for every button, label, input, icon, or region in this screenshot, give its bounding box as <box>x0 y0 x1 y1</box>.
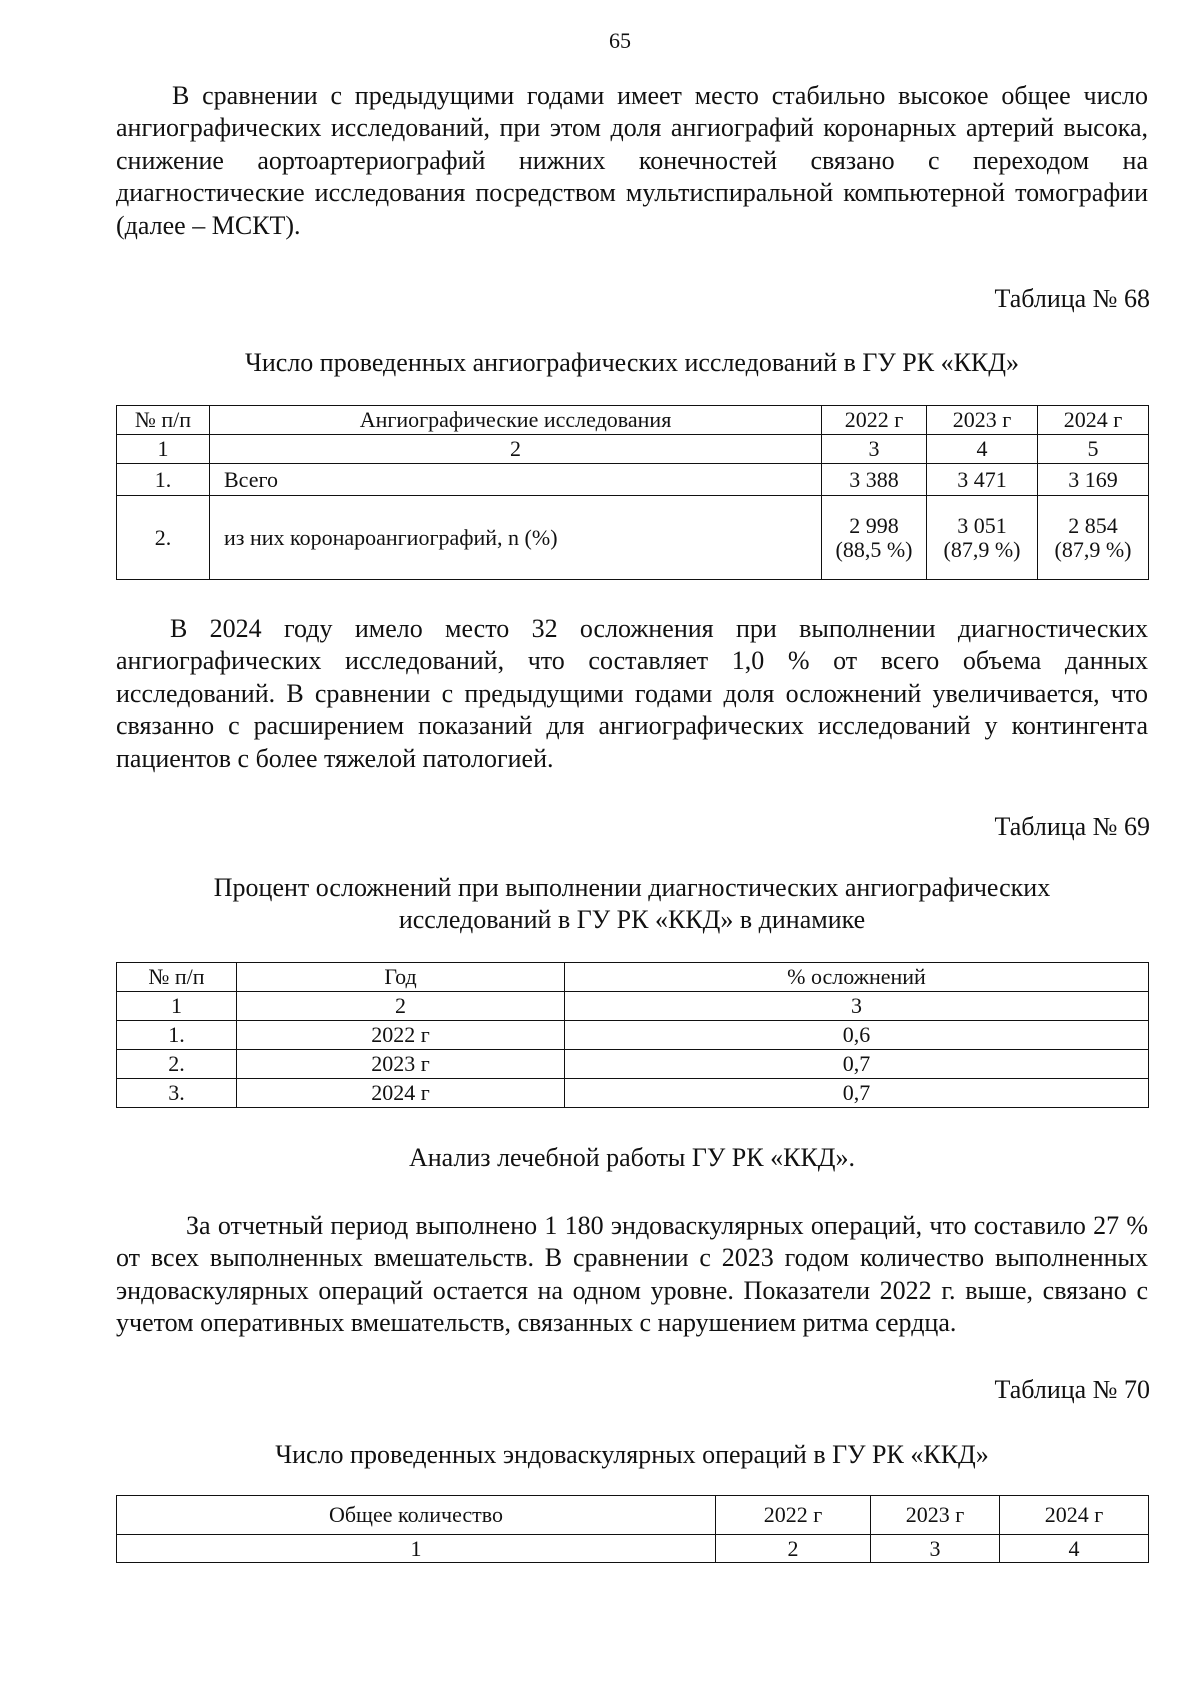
numbering-cell: 2 <box>237 992 565 1021</box>
paragraph-endovascular <box>116 1210 1148 1340</box>
table-cell: 3 169 <box>1038 464 1149 496</box>
table-cell: 3 471 <box>927 464 1038 496</box>
table-68 <box>116 405 1149 580</box>
table-cell: 2023 г <box>237 1050 565 1079</box>
table-69-label: Таблица № 69 <box>994 812 1150 841</box>
table-header-row <box>117 1496 1149 1535</box>
paragraph-complications <box>116 613 1148 775</box>
numbering-cell: 1 <box>117 435 210 464</box>
table-cell: 0,7 <box>565 1079 1149 1108</box>
header-cell: Общее количество <box>117 1496 716 1535</box>
table-row <box>117 1079 1149 1108</box>
header-cell: Год <box>237 963 565 992</box>
header-cell: Ангиографические исследования <box>210 406 822 435</box>
table-69-title-line-2: исследований в ГУ РК «ККД» в динамике <box>398 905 866 934</box>
header-cell: 2024 г <box>1000 1496 1149 1535</box>
table-row <box>117 1021 1149 1050</box>
section-heading: Анализ лечебной работы ГУ РК «ККД». <box>408 1143 856 1172</box>
table-70-label: Таблица № 70 <box>994 1375 1150 1404</box>
table-numbering-row <box>117 1535 1149 1563</box>
numbering-cell: 1 <box>117 1535 716 1563</box>
header-cell: % осложнений <box>565 963 1149 992</box>
table-cell: 3. <box>117 1079 237 1108</box>
header-cell: 2023 г <box>927 406 1038 435</box>
paragraph-text: За отчетный период выполнено 1 180 эндоваскулярных операций, что составило 27 % от всех выполненных вмешательств. В сравнении с 2023 годом количество выполненных эндоваскулярных операций остается на одном уровне. Показатели 2022 г. выше, связано с учетом оперативных вмешательств, связанных с нарушением ритма сердца. <box>116 1211 1148 1338</box>
header-cell: № п/п <box>117 406 210 435</box>
numbering-cell: 2 <box>716 1535 871 1563</box>
table-68-label: Таблица № 68 <box>994 284 1150 313</box>
table-cell: 2 998 (88,5 %) <box>822 496 927 580</box>
header-cell: № п/п <box>117 963 237 992</box>
numbering-cell: 3 <box>565 992 1149 1021</box>
header-cell: 2024 г <box>1038 406 1149 435</box>
table-numbering-row <box>117 435 1149 464</box>
paragraph-angiography-intro <box>116 80 1148 242</box>
numbering-cell: 3 <box>822 435 927 464</box>
table-cell: Всего <box>210 464 822 496</box>
table-cell: 2024 г <box>237 1079 565 1108</box>
table-70-title: Число проведенных эндоваскулярных операций в ГУ РК «ККД» <box>275 1440 989 1469</box>
header-cell: 2022 г <box>822 406 927 435</box>
header-cell: 2023 г <box>871 1496 1000 1535</box>
page-number: 65 <box>609 28 631 53</box>
table-cell: 1. <box>117 1021 237 1050</box>
table-row <box>117 464 1149 496</box>
table-69-title-line-1: Процент осложнений при выполнении диагностических ангиографических <box>213 873 1051 902</box>
numbering-cell: 2 <box>210 435 822 464</box>
paragraph-text: В сравнении с предыдущими годами имеет место стабильно высокое общее число ангиографических исследований, при этом доля ангиографий коронарных артерий высока, снижение аортоартериографий нижних конечностей связано с переходом на диагностические исследования посредством мультиспиральной компьютерной томографии (далее – МСКТ). <box>116 81 1148 240</box>
table-cell: 0,7 <box>565 1050 1149 1079</box>
table-cell: 2. <box>117 1050 237 1079</box>
paragraph-text: В 2024 году имело место 32 осложнения при выполнении диагностических ангиографических исследований, что составляет 1,0 % от всего объема данных исследований. В сравнении с предыдущими годами доля осложнений увеличивается, что связанно с расширением показаний для ангиографических исследований у контингента пациентов с более тяжелой патологией. <box>116 614 1148 773</box>
numbering-cell: 4 <box>927 435 1038 464</box>
table-cell: из них коронароангиографий, n (%) <box>210 496 822 580</box>
header-cell: 2022 г <box>716 1496 871 1535</box>
numbering-cell: 5 <box>1038 435 1149 464</box>
table-row <box>117 496 1149 580</box>
table-cell: 3 388 <box>822 464 927 496</box>
table-68-title: Число проведенных ангиографических исследований в ГУ РК «ККД» <box>244 348 1020 377</box>
numbering-cell: 4 <box>1000 1535 1149 1563</box>
table-cell: 0,6 <box>565 1021 1149 1050</box>
table-header-row <box>117 963 1149 992</box>
table-row <box>117 1050 1149 1079</box>
table-numbering-row <box>117 992 1149 1021</box>
table-cell: 2. <box>117 496 210 580</box>
table-cell: 2022 г <box>237 1021 565 1050</box>
numbering-cell: 3 <box>871 1535 1000 1563</box>
table-70 <box>116 1495 1149 1563</box>
table-cell: 1. <box>117 464 210 496</box>
table-header-row <box>117 406 1149 435</box>
table-cell: 2 854 (87,9 %) <box>1038 496 1149 580</box>
table-69 <box>116 962 1149 1108</box>
table-cell: 3 051 (87,9 %) <box>927 496 1038 580</box>
numbering-cell: 1 <box>117 992 237 1021</box>
